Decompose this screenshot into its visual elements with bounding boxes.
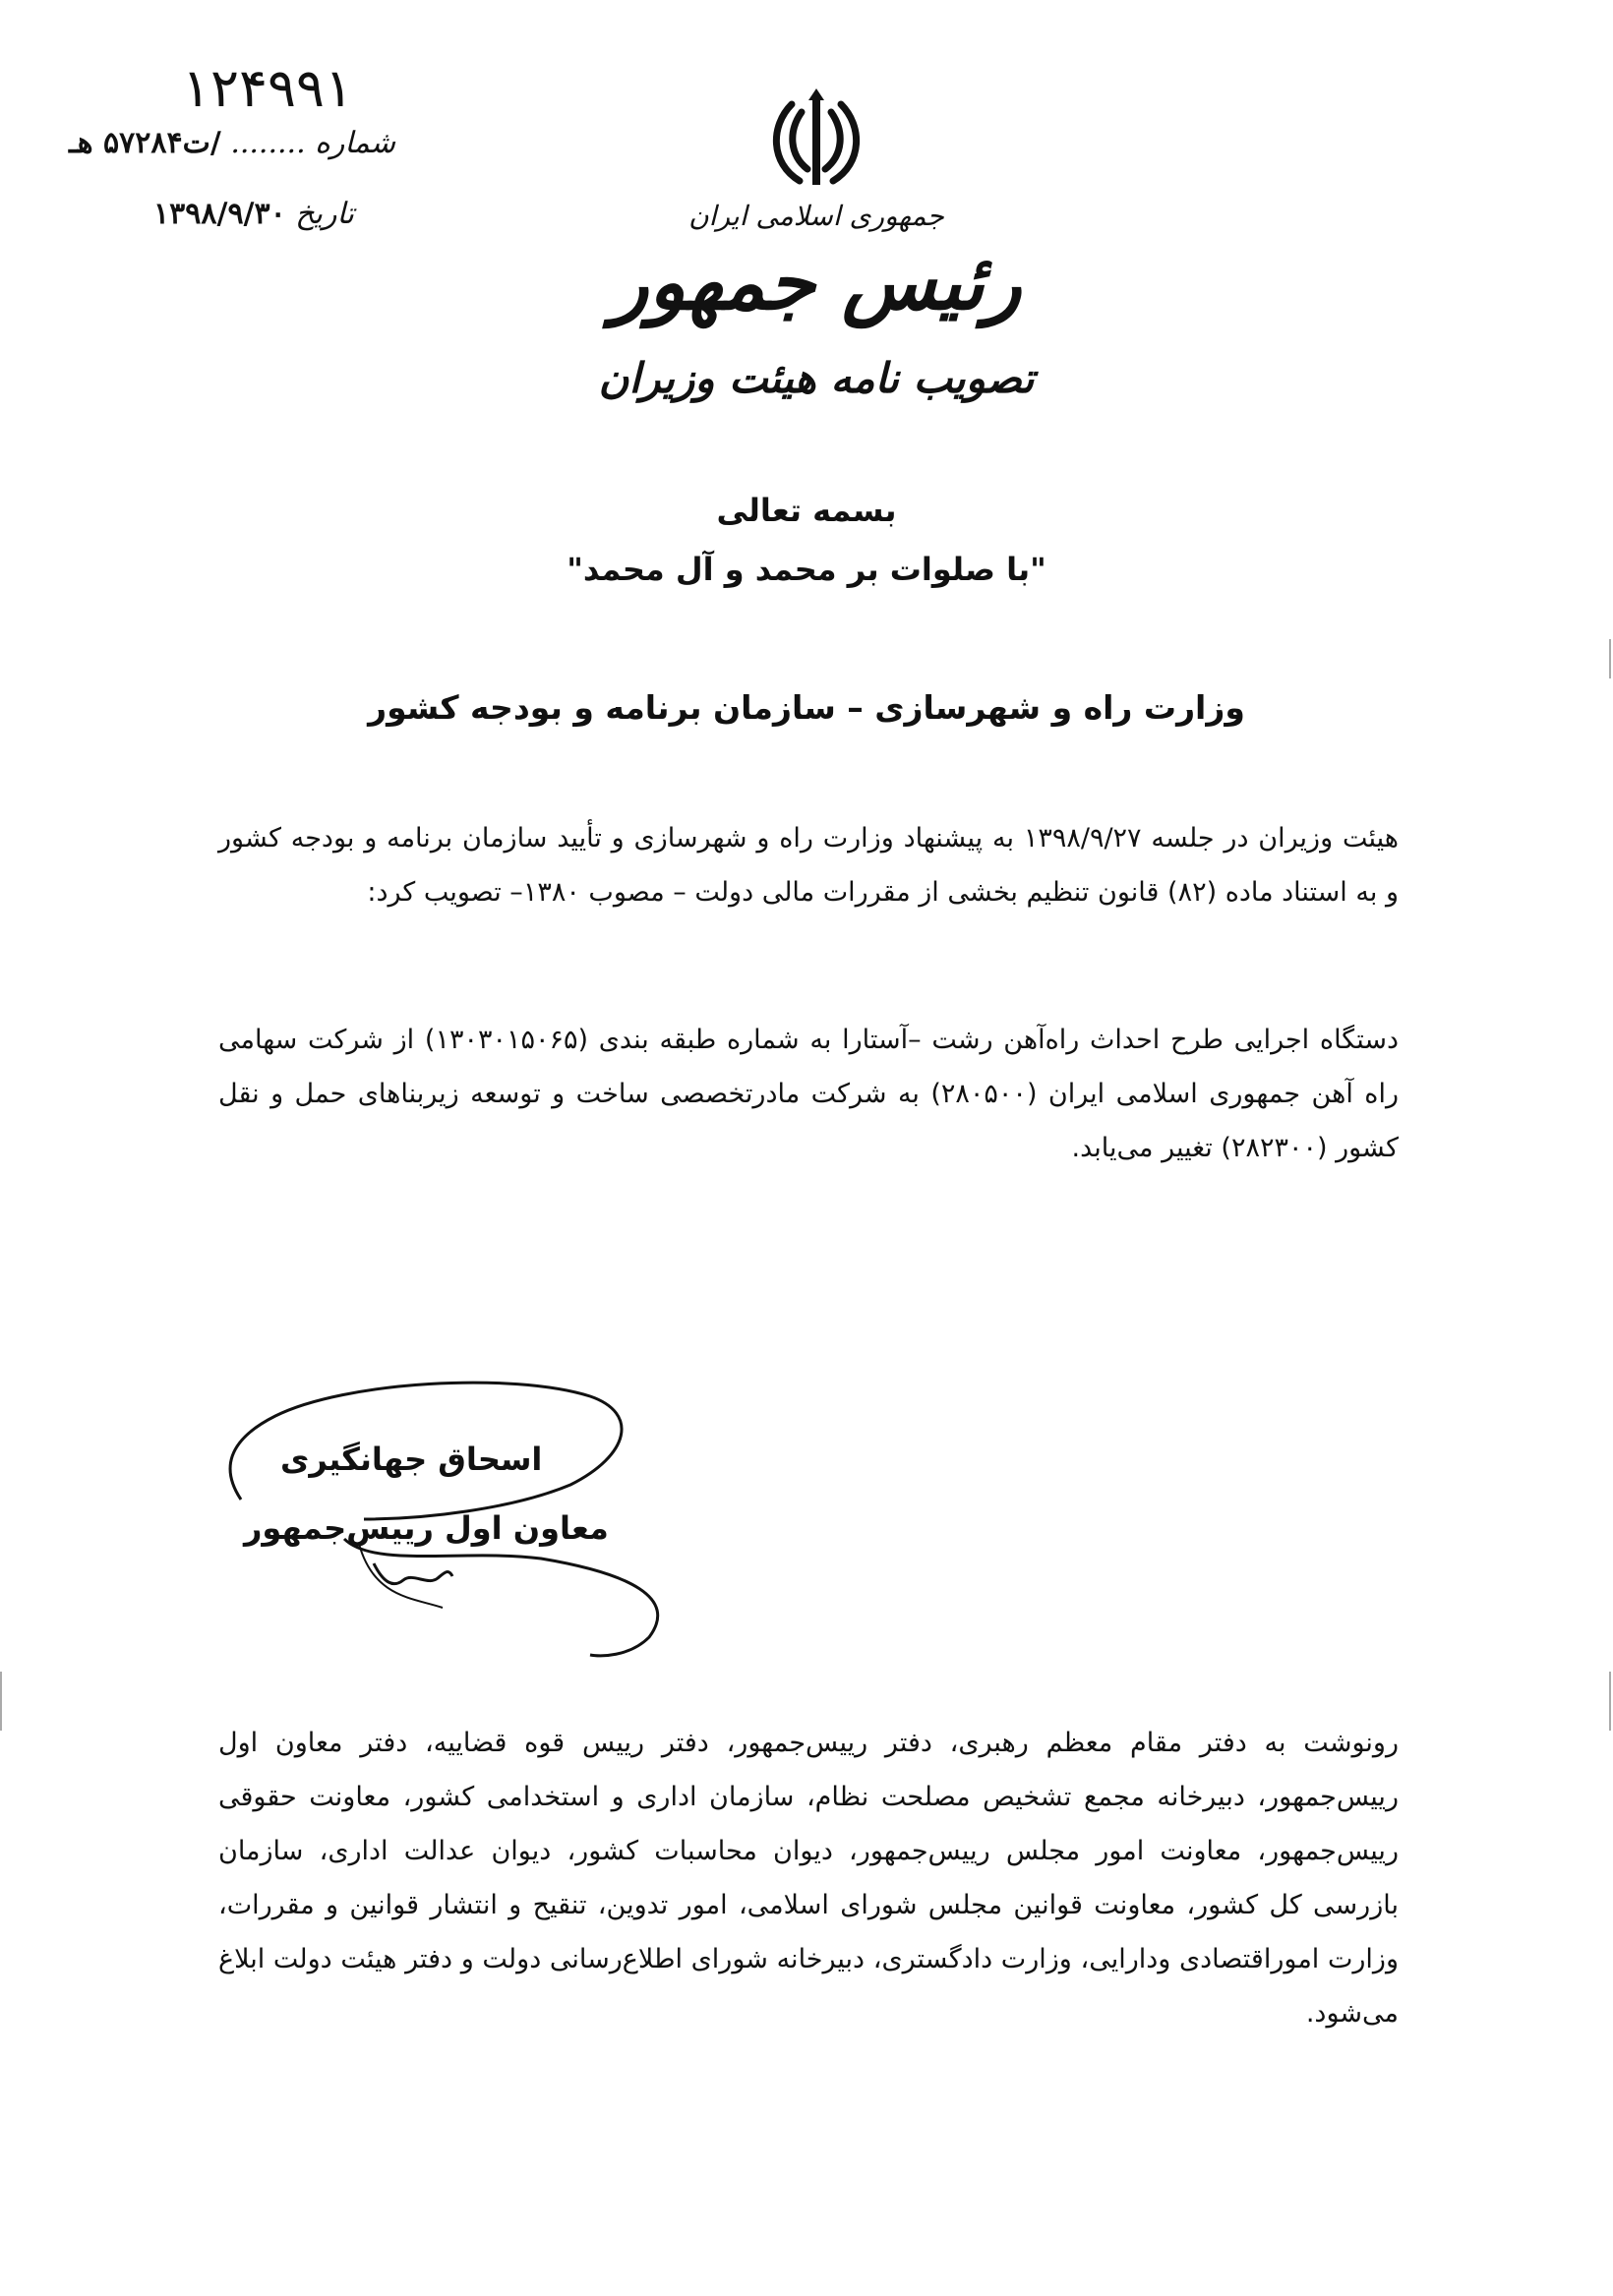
letter-number-line: شماره ........ /ت۵۷۲۸۴ هـ xyxy=(68,126,395,160)
edge-mark xyxy=(1609,1672,1611,1731)
subject-line: وزارت راه و شهرسازی – سازمان برنامه و بودجه کشور xyxy=(368,688,1245,727)
letter-date-line xyxy=(98,197,354,231)
handwritten-number: ۱۲۴۹۹۱ xyxy=(182,57,354,119)
distribution-paragraph: رونوشت به دفتر مقام معظم رهبری، دفتر رییس‌جمهور، دفتر رییس قوه قضاییه، دفتر معاون اول رییس‌جمهور، دبیرخانه مجمع تشخیص مصلحت نظام، سازمان اداری و استخدامی کشور، معاونت حقوقی رییس‌جمهور، معاونت امور مجلس رییس‌جمهور، دیوان محاسبات کشور، دیوان عدالت اداری، سازمان بازرسی کل کشور، معاونت قوانین مجلس شورای اسلامی، امور تدوین، تنقیح و انتشار قوانین و مقررات، وزارت اموراقتصادی ودارایی، وزارت دادگستری، دبیرخانه شورای اطلاع‌رسانی دولت و دفتر هیئت دولت ابلاغ می‌شود. xyxy=(218,1728,1399,2029)
iran-emblem-icon xyxy=(762,87,870,195)
letter-date-label: تاریخ xyxy=(295,197,354,231)
body-paragraph-1: هیئت وزیران در جلسه ۱۳۹۸/۹/۲۷ به پیشنهاد وزارت راه و شهرسازی و تأیید سازمان برنامه و بودجه کشور و به استناد ماده (۸۲) قانون تنظیم بخشی از مقررات مالی دولت – مصوب ۱۳۸۰– تصویب کرد: xyxy=(218,823,1399,908)
header-office: رئیس جمهور xyxy=(611,238,1022,327)
edge-mark xyxy=(1609,639,1611,678)
letter-number-value: /ت۵۷۲۸۴ هـ xyxy=(68,126,221,160)
signatory-title: معاون اول رییس‌جمهور xyxy=(244,1509,609,1547)
letter-number-label: شماره xyxy=(315,126,395,160)
header-country: جمهوری اسلامی ایران xyxy=(688,200,944,232)
signatory-name: اسحاق جهانگیری xyxy=(280,1441,543,1478)
salavat: "با صلوات بر محمد و آل محمد" xyxy=(567,551,1046,588)
edge-mark xyxy=(0,1672,2,1731)
body-paragraph-2: دستگاه اجرایی طرح احداث راه‌آهن رشت –آستارا به شماره طبقه بندی (۱۳۰۳۰۱۵۰۶۵) از شرکت سهامی راه آهن جمهوری اسلامی ایران (۲۸۰۵۰۰) به شرکت مادرتخصصی ساخت و توسعه زیربناهای حمل و نقل کشور (۲۸۲۳۰۰) تغییر می‌یابد. xyxy=(218,1025,1399,1163)
letter-date-value: ۱۳۹۸/۹/۳۰ xyxy=(153,197,286,231)
header-doc-type: تصویب نامه هیئت وزیران xyxy=(598,354,1035,402)
basmala: بسمه تعالی xyxy=(716,492,897,529)
